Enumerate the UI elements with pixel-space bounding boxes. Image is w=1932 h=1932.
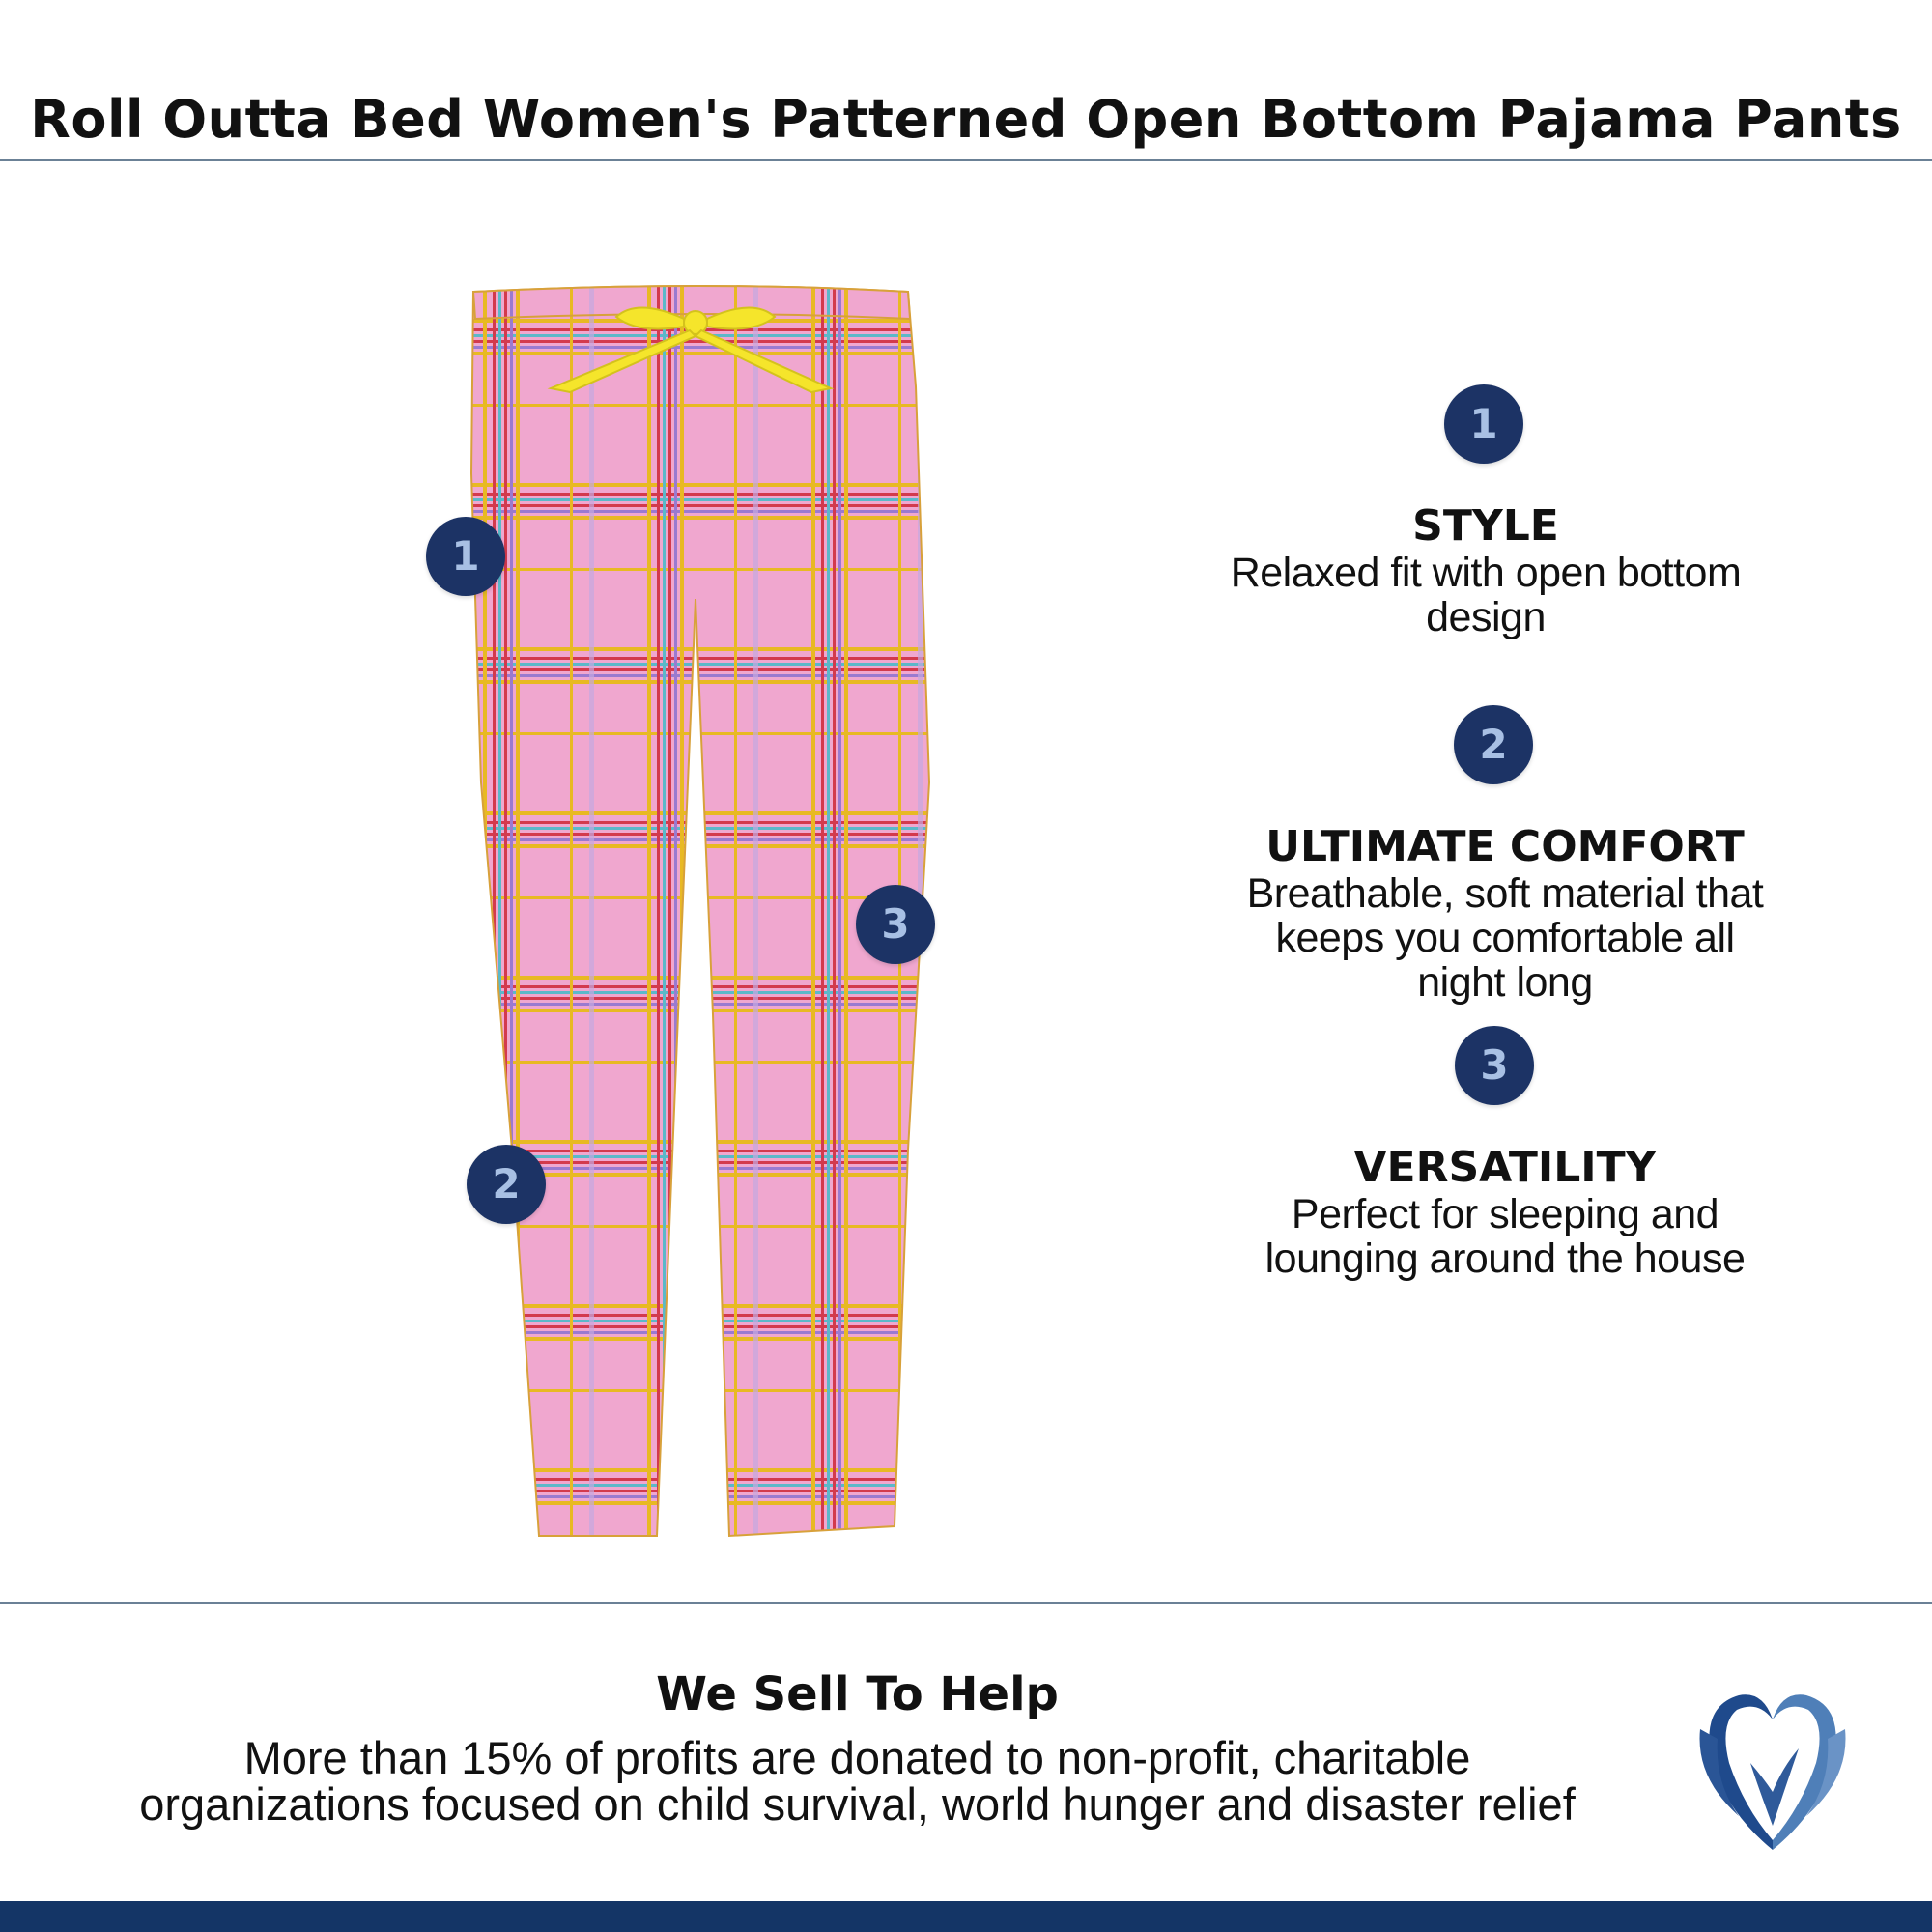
feature-style bbox=[1167, 502, 1804, 639]
footer-bar bbox=[0, 1901, 1932, 1932]
feature-badge-3: 3 bbox=[1455, 1026, 1534, 1105]
feature-badge-2: 2 bbox=[1454, 705, 1533, 784]
help-desc-line: More than 15% of profits are donated to non-profit, charitable bbox=[243, 1732, 1471, 1783]
charity-heart-logo-icon bbox=[1690, 1671, 1855, 1855]
page-title: Roll Outta Bed Women's Patterned Open Bottom Pajama Pants bbox=[30, 89, 1902, 150]
callout-badge-1: 1 bbox=[426, 517, 505, 596]
feature-desc-line: Breathable, soft material that bbox=[1246, 870, 1764, 917]
feature-badge-1: 1 bbox=[1444, 384, 1523, 464]
feature-ultimate-comfort bbox=[1186, 823, 1824, 1005]
feature-desc-line: Relaxed fit with open bottom bbox=[1230, 550, 1742, 596]
help-description bbox=[58, 1732, 1657, 1830]
callout-badge-3: 3 bbox=[856, 885, 935, 964]
feature-desc-line: keeps you comfortable all bbox=[1275, 915, 1735, 961]
feature-versatility bbox=[1186, 1144, 1824, 1281]
help-title: We Sell To Help bbox=[656, 1667, 1059, 1721]
feature-desc-line: design bbox=[1426, 594, 1546, 640]
feature-desc-line: lounging around the house bbox=[1264, 1236, 1746, 1282]
feature-desc-line: Perfect for sleeping and bbox=[1291, 1191, 1719, 1237]
bottom-divider bbox=[0, 1602, 1932, 1604]
help-desc-line: organizations focused on child survival, world hunger and disaster relief bbox=[139, 1778, 1576, 1830]
feature-title: ULTIMATE COMFORT bbox=[1265, 822, 1745, 871]
feature-title: STYLE bbox=[1412, 501, 1559, 551]
feature-desc-line: night long bbox=[1417, 959, 1593, 1006]
callout-badge-2: 2 bbox=[467, 1145, 546, 1224]
top-divider bbox=[0, 159, 1932, 161]
feature-title: VERSATILITY bbox=[1353, 1143, 1657, 1192]
